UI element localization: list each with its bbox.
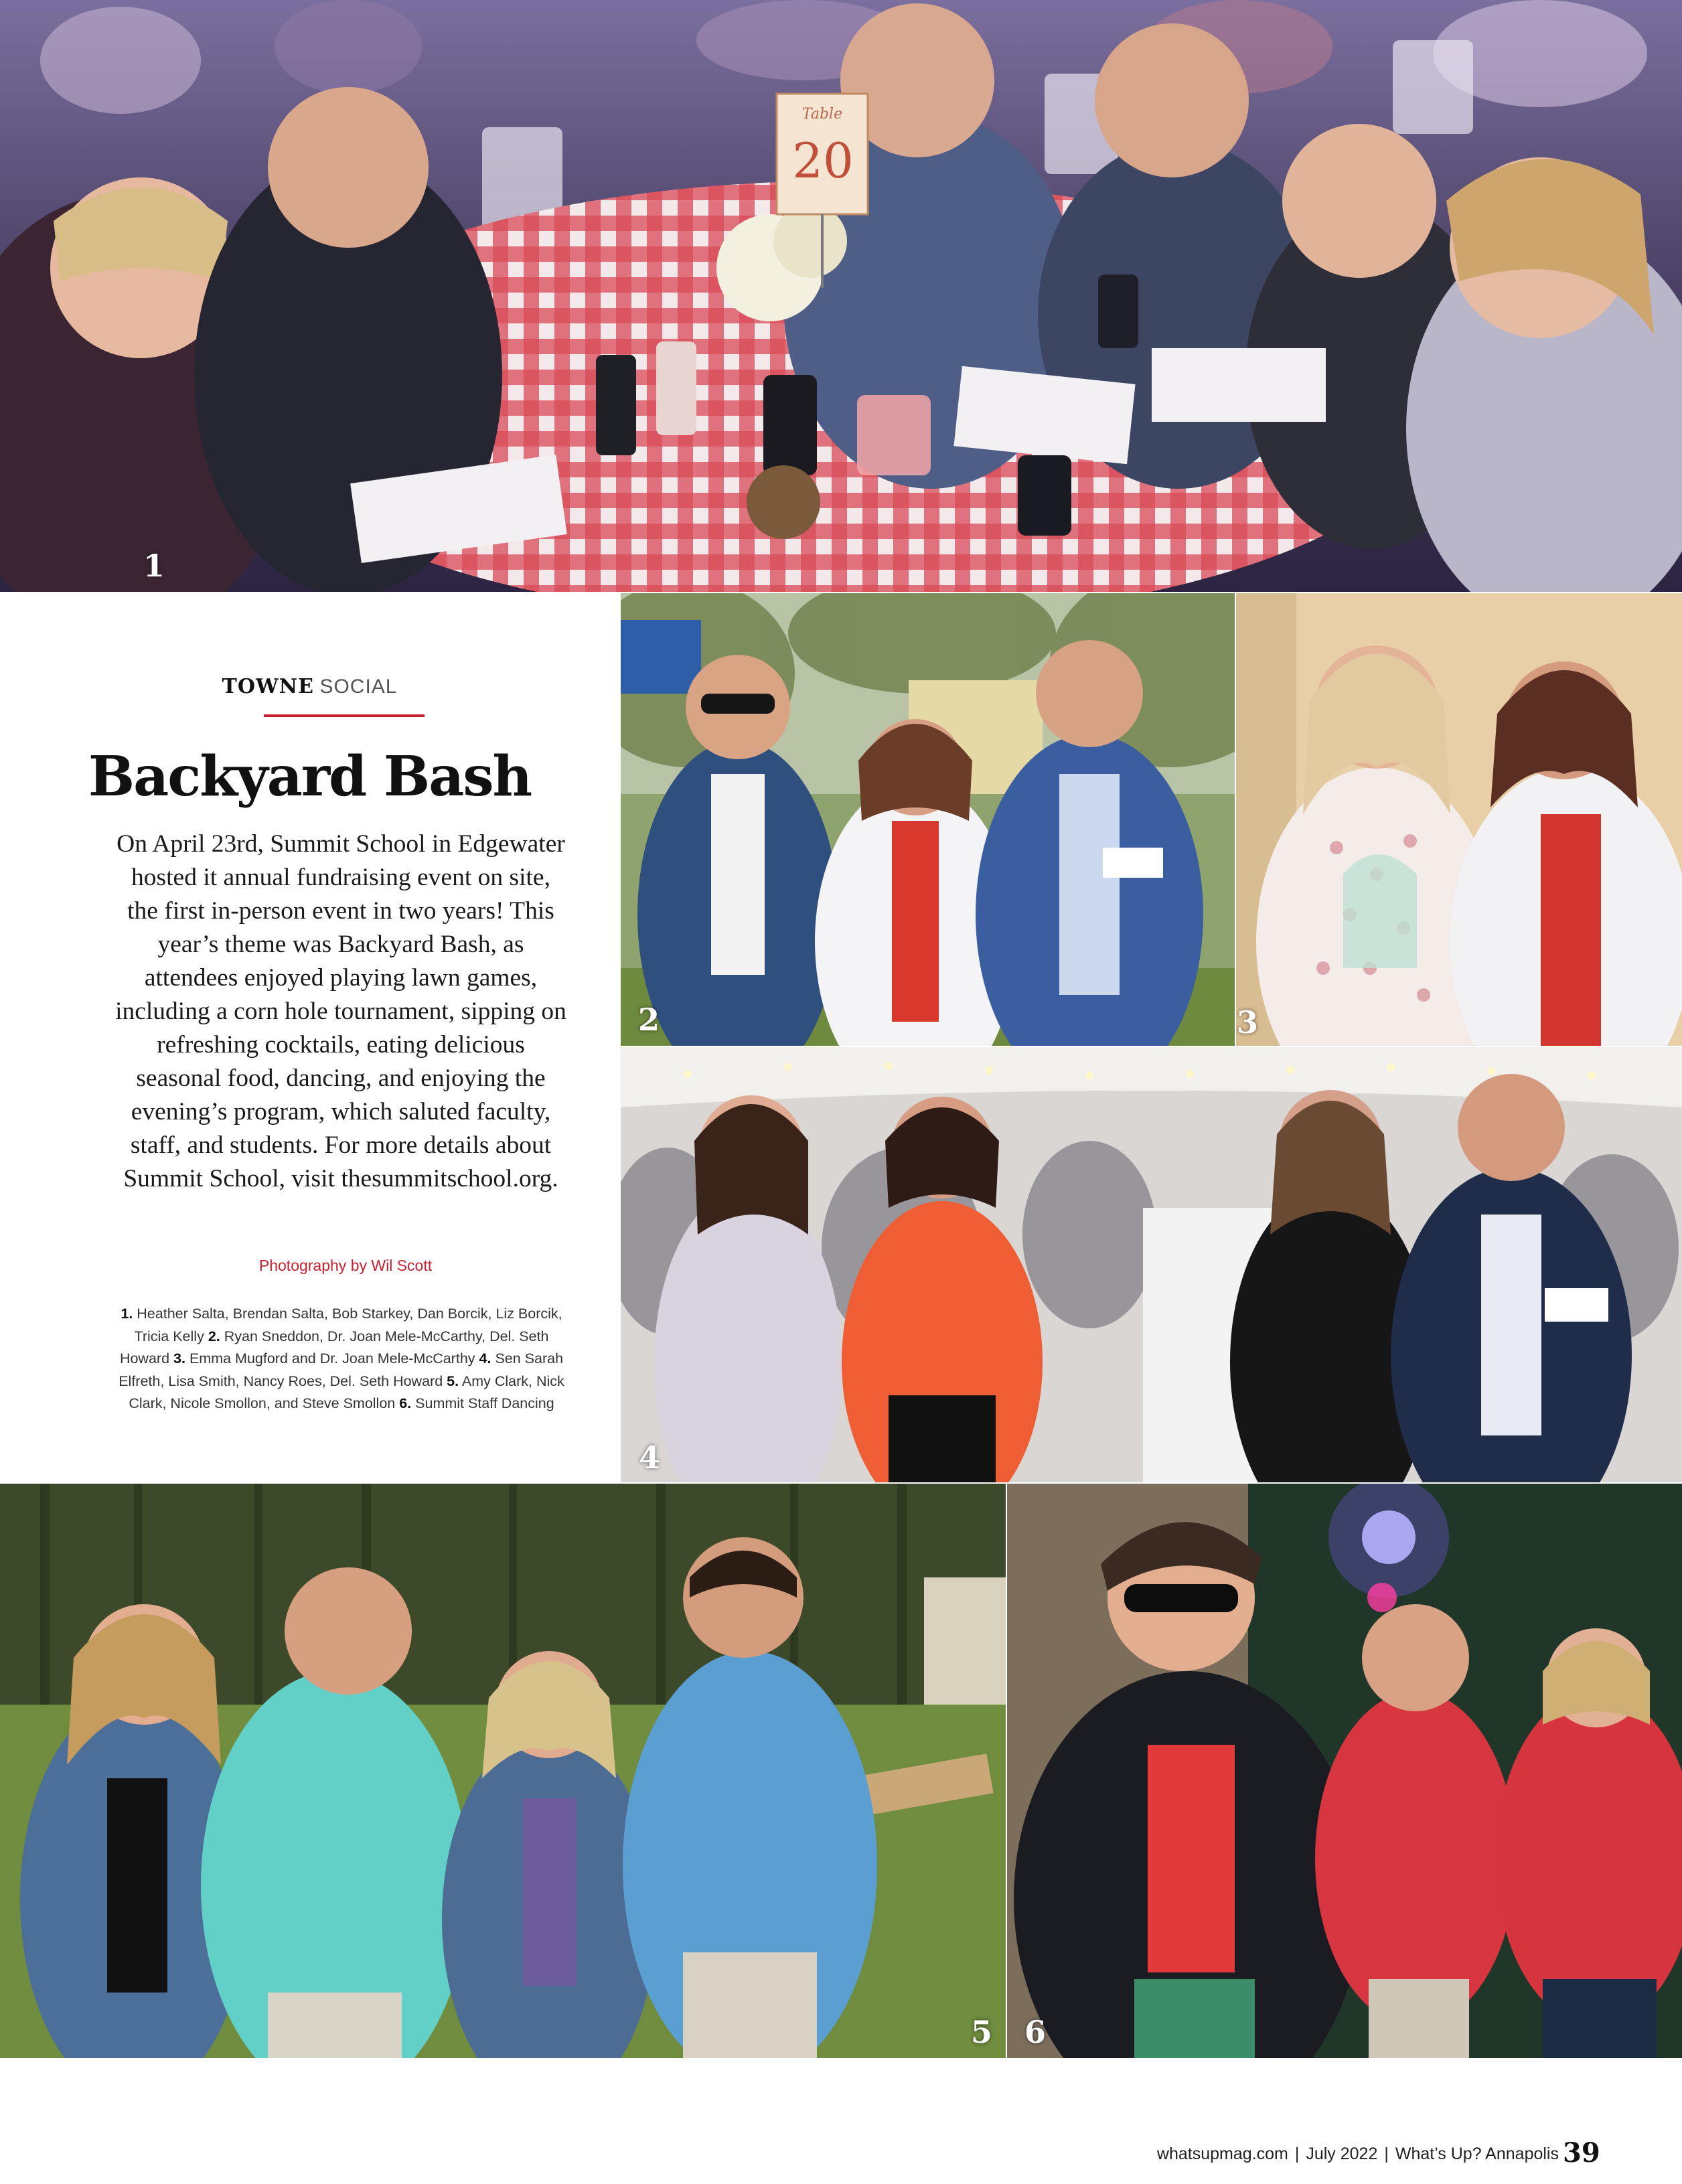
article-text-panel — [0, 593, 619, 1482]
photo-number-3: 3 — [1237, 1004, 1259, 1040]
kicker-bold: TOWNE — [222, 675, 314, 698]
caption-3-text: Emma Mugford and Dr. Joan Mele-McCarthy — [189, 1350, 475, 1367]
article-body: On April 23rd, Summit School in Edgewater hosted it annual fundraising event on site, the first in-person event in two years! This year’s theme was Backyard Bash, as attendees enjoyed playing lawn games, including a corn hole tournament, sipping on refreshing cocktails, eating delicious seasonal food, dancing, and enjoying the evening’s program, which saluted faculty, staff, and students. For more details about Summit School, visit thesummitschool.org. — [115, 830, 566, 1192]
page-footer — [804, 2144, 1559, 2164]
kicker-light: SOCIAL — [319, 676, 398, 698]
caption-5-num: 5. — [447, 1373, 459, 1389]
footer-site: whatsupmag.com — [1156, 2144, 1288, 2163]
caption-4-text: Sen Sarah Elfreth, Lisa Smith, Nancy Roes, Del. Seth Howard — [119, 1350, 564, 1389]
footer-issue: July 2022 — [1306, 2144, 1378, 2163]
photo-number-2: 2 — [638, 1002, 660, 1038]
photo-6-staff-dancing — [1007, 1484, 1682, 2058]
section-kicker — [0, 675, 619, 698]
caption-2-num: 2. — [208, 1328, 220, 1344]
photo-5-lawn-couples — [0, 1484, 1006, 2058]
caption-6-text: Summit Staff Dancing — [415, 1395, 554, 1411]
caption-2-text: Ryan Sneddon, Dr. Joan Mele-McCarthy, Del. Seth Howard — [119, 1328, 549, 1367]
table-sign-number: 20 — [792, 133, 854, 189]
photo-3-award-pair — [1236, 593, 1682, 1046]
photo-2-outdoor-trio — [621, 593, 1235, 1046]
photo-number-1: 1 — [143, 548, 165, 584]
photo-number-6: 6 — [1024, 2014, 1047, 2050]
caption-5-text: Amy Clark, Nick Clark, Nicole Smollon, and Steve Smollon — [129, 1373, 564, 1411]
photo-number-4: 4 — [639, 1439, 661, 1476]
kicker-underline — [264, 714, 425, 717]
caption-1-num: 1. — [121, 1306, 133, 1322]
footer-separator-2: | — [1384, 2144, 1389, 2163]
photo-number-5: 5 — [971, 2014, 993, 2050]
footer-publication: What’s Up? Annapolis — [1395, 2144, 1559, 2163]
photo-captions — [115, 1303, 568, 1415]
photo-credit: Photography by Wil Scott — [258, 1257, 433, 1274]
photo-1-table-guests — [0, 0, 1682, 592]
caption-4-num: 4. — [479, 1350, 491, 1367]
table-sign-script: Table — [801, 106, 843, 123]
caption-6-num: 6. — [399, 1395, 412, 1411]
page-number: 39 — [1563, 2137, 1600, 2169]
photo-4-tent-group — [621, 1047, 1682, 1482]
footer-separator-1: | — [1294, 2144, 1300, 2163]
article-headline: Backyard Bash — [88, 745, 532, 809]
caption-3-num: 3. — [173, 1350, 185, 1367]
caption-1-text: Heather Salta, Brendan Salta, Bob Starkey, Dan Borcik, Liz Borcik, Tricia Kelly — [134, 1306, 562, 1344]
